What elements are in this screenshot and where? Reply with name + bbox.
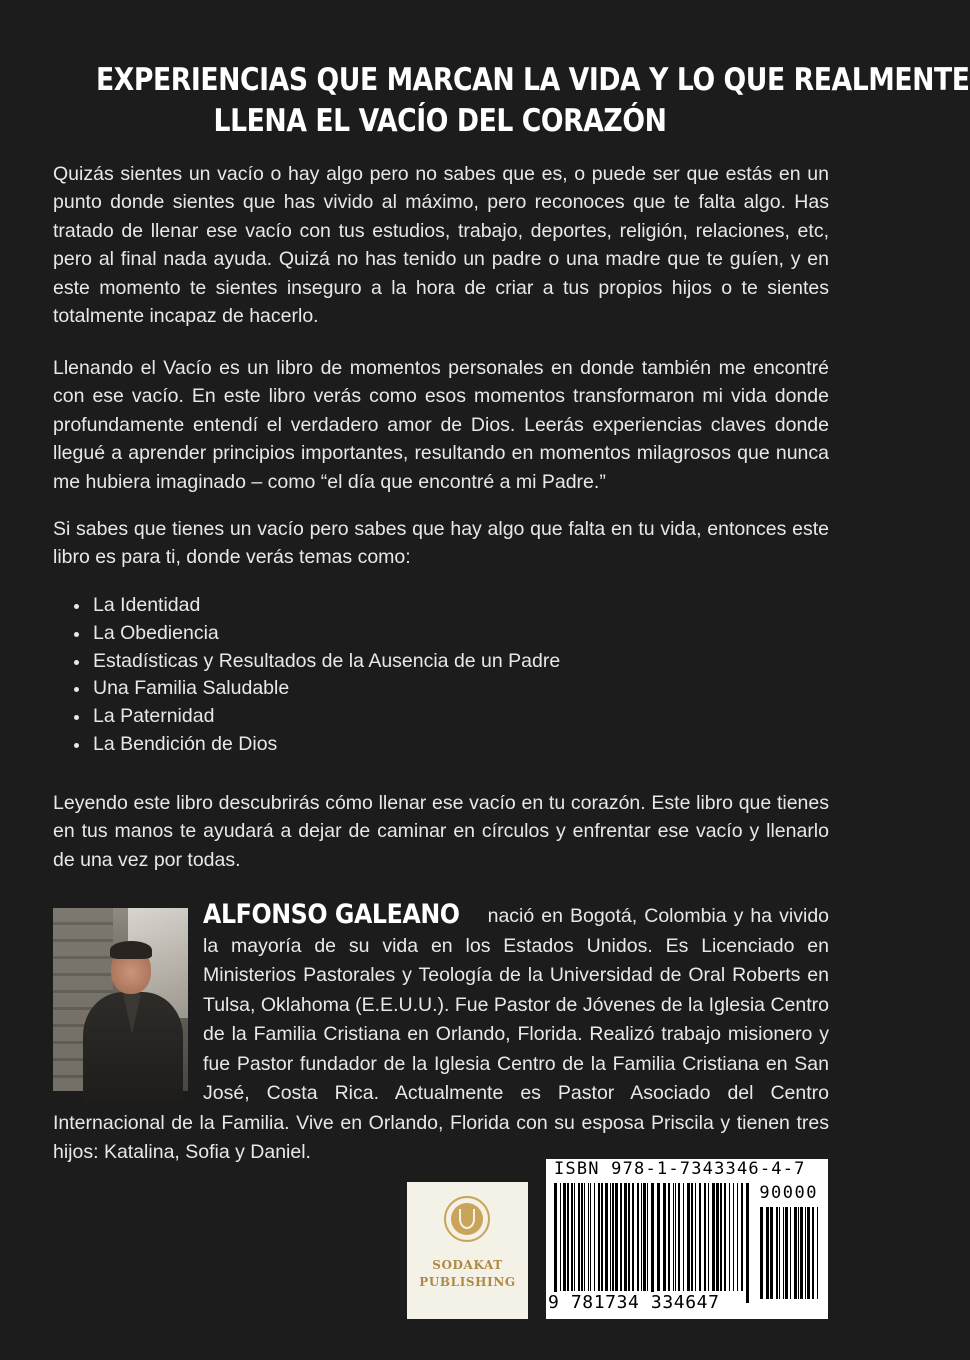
- topic-item: La Identidad: [53, 592, 753, 620]
- barcode-bar: [724, 1183, 726, 1291]
- barcode-bar: [729, 1183, 730, 1291]
- barcode-bar: [800, 1207, 803, 1299]
- barcode-bar: [578, 1183, 580, 1291]
- topic-item: La Obediencia: [53, 620, 753, 648]
- barcode-bar: [712, 1183, 715, 1291]
- publisher-name-line-2: PUBLISHING: [419, 1275, 516, 1289]
- topics-intro-paragraph: Si sabes que tienes un vacío pero sabes que hay algo que falta en tu vida, entonces este libro es para ti, donde verás temas como:: [53, 518, 829, 569]
- barcode-bar: [760, 1207, 763, 1299]
- ean-digits: 9 781734 334647: [548, 1292, 720, 1313]
- publisher-logo: [407, 1182, 528, 1319]
- barcode-bar: [812, 1207, 814, 1299]
- barcode-bar: [657, 1183, 660, 1291]
- barcode-bar: [620, 1183, 622, 1291]
- barcode-bar: [668, 1183, 670, 1291]
- barcode-bar: [663, 1183, 666, 1291]
- isbn-barcode: [546, 1159, 828, 1319]
- barcode-bar: [708, 1183, 709, 1291]
- barcode-bar: [741, 1183, 743, 1291]
- barcode-bar: [643, 1183, 646, 1291]
- barcode-bar: [716, 1183, 719, 1291]
- barcode-bar: [699, 1183, 701, 1291]
- author-bio: [53, 900, 829, 1168]
- barcode-bar: [695, 1183, 696, 1291]
- barcode-bar: [598, 1183, 600, 1291]
- barcode-bar: [798, 1207, 799, 1299]
- barcode-bar: [584, 1183, 585, 1291]
- barcode-bar: [601, 1183, 603, 1291]
- barcode-bar: [581, 1183, 583, 1291]
- topic-item: La Bendición de Dios: [53, 731, 753, 759]
- barcode-bar: [720, 1183, 722, 1291]
- ean-barcode-bars: [554, 1183, 750, 1303]
- barcode-bar: [770, 1207, 773, 1299]
- barcode-bar: [675, 1183, 676, 1291]
- isbn-label: ISBN 978-1-7343346-4-7: [554, 1159, 806, 1179]
- barcode-bar: [590, 1183, 591, 1291]
- barcode-bar: [624, 1183, 627, 1291]
- barcode-bar: [574, 1183, 575, 1291]
- laurel-leaf-icon: [459, 1209, 475, 1229]
- barcode-bar: [678, 1183, 680, 1291]
- barcode-bar: [683, 1183, 684, 1291]
- intro-paragraph: Quizás sientes un vacío o hay algo pero no sabes que es, o puede ser que estás en un punto donde sientes que has vivido al máximo, pero reconoces que te falta algo. Has tratado de llenar ese vacío con tus estudios, trabajo, deportes, religión, relaciones, etc, pero al final nada ayuda. Quizá no has tenido un padre o una madre que te guíen, y en este momento te sientes inseguro a la hora de criar a tus propios hijos o te sientes totalmente incapaz de hacerlo.: [53, 163, 829, 328]
- closing-paragraph: Leyendo este libro descubrirás cómo llenar ese vacío en tu corazón. Este libro que tienes en tus manos te ayudará a dejar de caminar en círculos y enfrentar ese vacío y llenarlo de una vez por todas.: [53, 792, 829, 871]
- publisher-name-line-1: SODAKAT: [432, 1258, 503, 1272]
- price-addon-digits: 90000: [759, 1183, 818, 1203]
- barcode-bar: [628, 1183, 630, 1291]
- barcode-bar: [647, 1183, 648, 1291]
- barcode-bar: [612, 1183, 614, 1291]
- barcode-bar: [805, 1207, 806, 1299]
- barcode-bar: [691, 1183, 693, 1291]
- barcode-bar: [588, 1183, 589, 1291]
- barcode-bar: [673, 1183, 674, 1291]
- barcode-bar: [560, 1183, 561, 1291]
- barcode-bar: [783, 1207, 784, 1299]
- barcode-bar: [651, 1183, 654, 1303]
- barcode-bar: [567, 1183, 569, 1291]
- barcode-bar: [571, 1183, 573, 1291]
- author-bio-text: nació en Bogotá, Colombia y ha vivido la mayoría de su vida en los Estados Unidos. Es Licenciado en Ministerios Pastorales y Teología de la Universidad de Oral Roberts en Tulsa, Oklahoma (E.E.U.U.). Fue Pastor de Jóvenes de la Iglesia Centro de la Familia Cristiana en Orlando, Florida. Realizó trabajo misionero y fue Pastor fundador de la Iglesia Centro de la Familia Cristiana en San José, Costa Rica. Actualmente es Pastor Asociado del Centro Internacional de la Familia. Vive en Orlando, Florida con su esposa Priscila y tienen tres hijos: Katalina, Sofia y Daniel.: [53, 905, 830, 1163]
- barcode-bar: [563, 1183, 566, 1291]
- photo-spacer: [53, 900, 203, 1106]
- barcode-bar: [790, 1207, 791, 1299]
- topics-list: [53, 592, 753, 759]
- barcode-bar: [610, 1183, 611, 1291]
- barcode-bar: [554, 1183, 557, 1303]
- laurel-emblem-icon: [444, 1196, 490, 1242]
- barcode-bar: [817, 1207, 818, 1299]
- barcode-bar: [794, 1207, 797, 1299]
- barcode-bar: [779, 1207, 780, 1299]
- barcode-bar: [704, 1183, 706, 1291]
- barcode-bar: [687, 1183, 690, 1291]
- barcode-bar: [776, 1207, 778, 1299]
- barcode-bar: [641, 1183, 642, 1291]
- cover-title: [96, 60, 970, 142]
- barcode-bar: [605, 1183, 608, 1291]
- barcode-bar: [766, 1207, 769, 1299]
- barcode-bar: [737, 1183, 738, 1291]
- barcode-bar: [594, 1183, 595, 1291]
- barcode-bar: [637, 1183, 639, 1291]
- barcode-bar: [632, 1183, 634, 1291]
- topic-item: La Paternidad: [53, 703, 753, 731]
- barcode-bar: [733, 1183, 734, 1291]
- addon-barcode-bars: [760, 1207, 820, 1311]
- barcode-bar: [785, 1207, 788, 1299]
- author-name: ALFONSO GALEANO: [203, 899, 460, 930]
- topic-item: Estadísticas y Resultados de la Ausencia de un Padre: [53, 648, 753, 676]
- barcode-bar: [746, 1183, 749, 1303]
- title-line-2: LLENA EL VACÍO DEL CORAZÓN: [213, 103, 667, 139]
- barcode-bar: [615, 1183, 618, 1291]
- book-description-paragraph: Llenando el Vacío es un libro de momentos personales en donde también me encontré con ese vacío. En este libro verás como esos momentos transformaron mi vida donde profundamente entendí el verdadero amor de Dios. Leerás experiencias claves donde llegué a aprender principios importantes, resultando en momentos milagrosos que nunca me hubiera imaginado – como “el día que encontré a mi Padre.”: [53, 357, 829, 493]
- topic-item: Una Familia Saludable: [53, 675, 753, 703]
- barcode-bar: [807, 1207, 810, 1299]
- title-line-1: EXPERIENCIAS QUE MARCAN LA VIDA Y LO QUE REALMENTE: [96, 62, 970, 98]
